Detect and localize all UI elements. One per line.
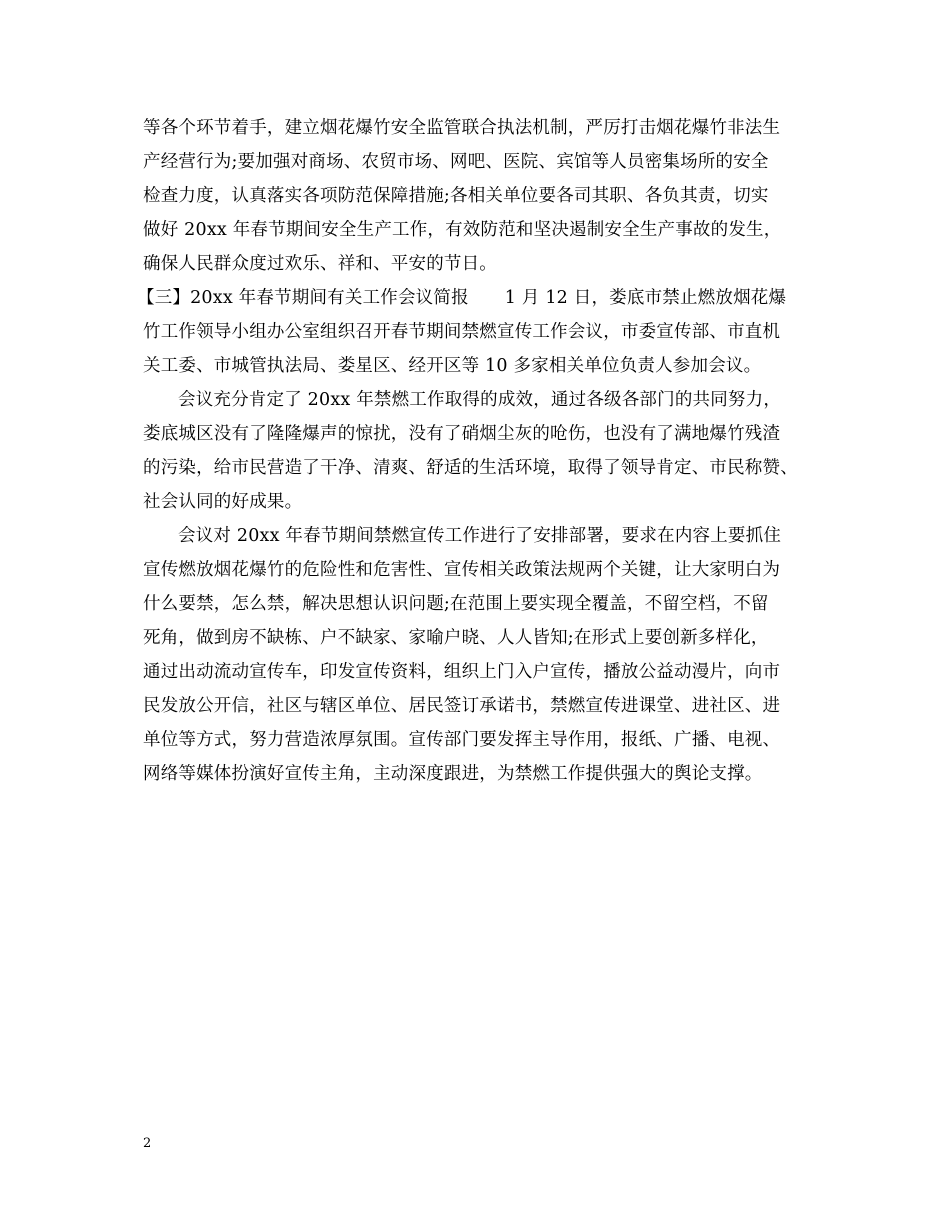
paragraph-line: 民发放公开信，社区与辖区单位、居民签订承诺书，禁燃宣传进课堂、进社区、进 xyxy=(143,696,781,716)
paragraph-line: 会议对 20xx 年春节期间禁燃宣传工作进行了安排部署，要求在内容上要抓住 xyxy=(178,526,782,546)
paragraph-line: 单位等方式，努力营造浓厚氛围。宣传部门要发挥主导作用，报纸、广播、电视、 xyxy=(143,730,781,750)
paragraph-line: 确保人民群众度过欢乐、祥和、平安的节日。 xyxy=(143,254,497,274)
paragraph-line: 网络等媒体扮演好宣传主角，主动深度跟进，为禁燃工作提供强大的舆论支撑。 xyxy=(143,764,763,784)
paragraph-line: 检查力度，认真落实各项防范保障措施;各相关单位要各司其职、各负其责，切实 xyxy=(143,186,769,206)
paragraph-line: 什么要禁，怎么禁，解决思想认识问题;在范围上要实现全覆盖，不留空档，不留 xyxy=(143,594,769,614)
paragraph-line: 的污染，给市民营造了干净、清爽、舒适的生活环境，取得了领导肯定、市民称赞、 xyxy=(143,458,798,478)
paragraph-line: 关工委、市城管执法局、娄星区、经开区等 10 多家相关单位负责人参加会议。 xyxy=(143,356,762,376)
paragraph-line: 会议充分肯定了 20xx 年禁燃工作取得的成效，通过各级各部门的共同努力， xyxy=(178,390,782,410)
section-intro-text: 1 月 12 日，娄底市禁止燃放烟花爆 xyxy=(504,288,787,308)
section-title: 【三】20xx 年春节期间有关工作会议简报 xyxy=(137,288,469,308)
paragraph-line: 宣传燃放烟花爆竹的危险性和危害性、宣传相关政策法规两个关键，让大家明白为 xyxy=(143,560,781,580)
paragraph-line: 死角，做到房不缺栋、户不缺家、家喻户晓、人人皆知;在形式上要创新多样化， xyxy=(143,628,769,648)
paragraph-line: 等各个环节着手，建立烟花爆竹安全监管联合执法机制，严厉打击烟花爆竹非法生 xyxy=(143,118,781,138)
paragraph-line: 竹工作领导小组办公室组织召开春节期间禁燃宣传工作会议，市委宣传部、市直机 xyxy=(143,322,781,342)
page-number: 2 xyxy=(143,1136,152,1151)
paragraph-line: 做好 20xx 年春节期间安全生产工作，有效防范和坚决遏制安全生产事故的发生， xyxy=(143,220,782,240)
section-heading-line xyxy=(137,286,786,310)
paragraph-line: 娄底城区没有了隆隆爆声的惊扰，没有了硝烟尘灰的呛伤，也没有了满地爆竹残渣 xyxy=(143,424,781,444)
paragraph-line: 产经营行为;要加强对商场、农贸市场、网吧、医院、宾馆等人员密集场所的安全 xyxy=(143,152,769,172)
paragraph-line: 通过出动流动宣传车，印发宣传资料，组织上门入户宣传，播放公益动漫片，向市 xyxy=(143,662,781,682)
paragraph-line: 社会认同的好成果。 xyxy=(143,492,303,512)
